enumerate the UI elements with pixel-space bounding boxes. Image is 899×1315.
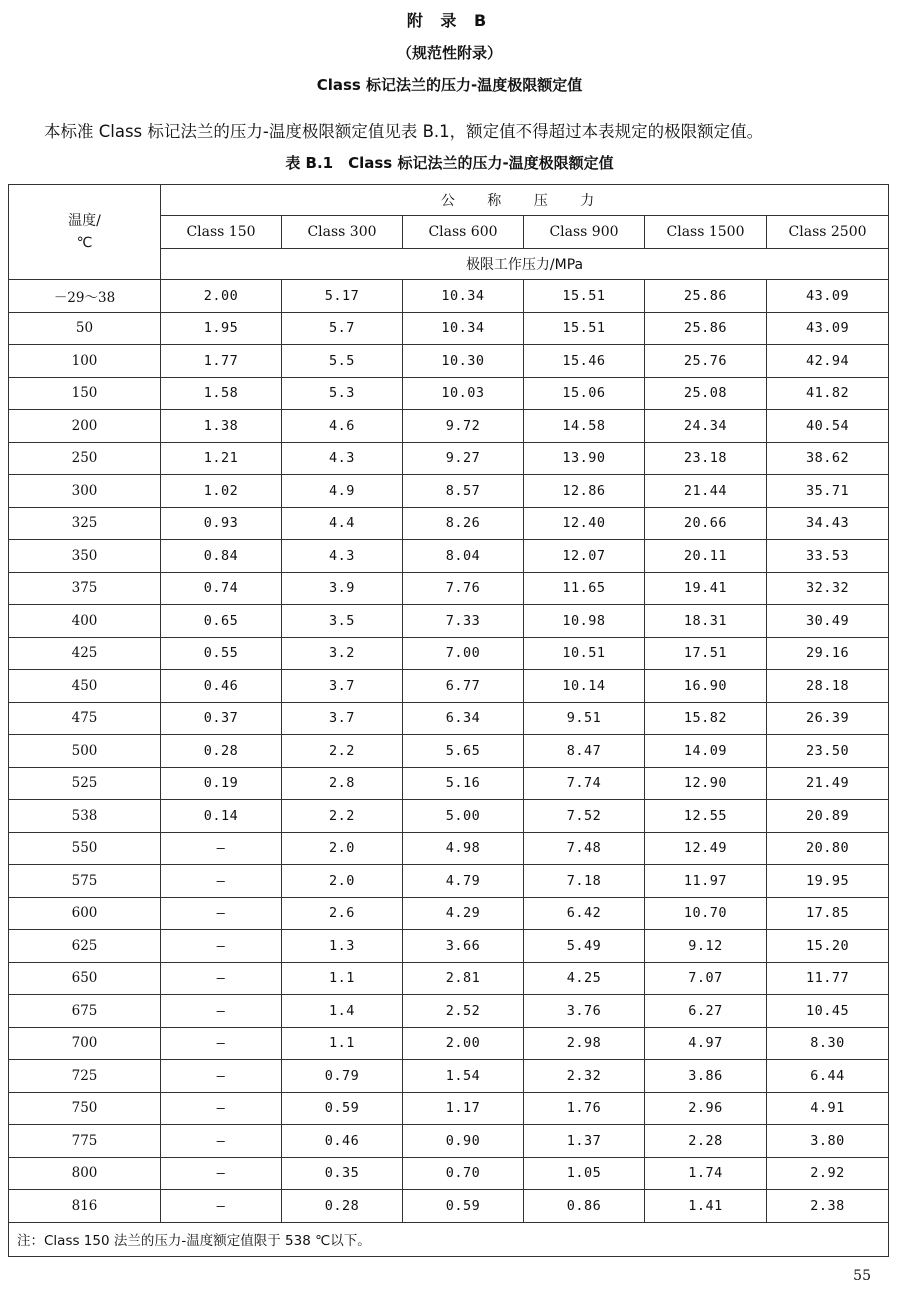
pressure-cell: 28.18 (767, 670, 889, 703)
pressure-cell: 1.58 (161, 377, 282, 410)
pressure-cell: 3.2 (282, 637, 403, 670)
table-row (9, 312, 889, 345)
pressure-cell: 25.08 (645, 377, 767, 410)
pressure-cell: 12.40 (524, 507, 645, 540)
class-header: Class 600 (403, 216, 524, 249)
temperature-cell: 50 (9, 312, 161, 345)
pressure-cell: 2.2 (282, 800, 403, 833)
pressure-cell: 0.84 (161, 540, 282, 573)
table-row (9, 1157, 889, 1190)
pressure-cell: 5.7 (282, 312, 403, 345)
class-header: Class 900 (524, 216, 645, 249)
pressure-cell: 4.3 (282, 442, 403, 475)
table-row (9, 475, 889, 508)
pressure-cell: 5.5 (282, 345, 403, 378)
table-row (9, 832, 889, 865)
pressure-cell: 9.27 (403, 442, 524, 475)
pressure-cell: 4.3 (282, 540, 403, 573)
pressure-cell: 10.51 (524, 637, 645, 670)
pressure-temperature-table (8, 184, 889, 1257)
pressure-cell: 3.66 (403, 930, 524, 963)
pressure-cell: 1.1 (282, 1027, 403, 1060)
pressure-cell: 5.17 (282, 280, 403, 313)
pressure-cell: 12.55 (645, 800, 767, 833)
pressure-cell: 0.46 (161, 670, 282, 703)
temperature-cell: 400 (9, 605, 161, 638)
pressure-cell: — (161, 1125, 282, 1158)
table-row (9, 897, 889, 930)
pressure-cell: 1.76 (524, 1092, 645, 1125)
pressure-cell: 2.81 (403, 962, 524, 995)
table-row (9, 572, 889, 605)
pressure-cell: 0.65 (161, 605, 282, 638)
pressure-cell: 1.4 (282, 995, 403, 1028)
pressure-cell: 1.95 (161, 312, 282, 345)
temperature-cell: 700 (9, 1027, 161, 1060)
pressure-cell: 23.18 (645, 442, 767, 475)
pressure-cell: 9.51 (524, 702, 645, 735)
table-row (9, 1125, 889, 1158)
pressure-cell: 6.44 (767, 1060, 889, 1093)
pressure-cell: 0.46 (282, 1125, 403, 1158)
pressure-cell: 10.98 (524, 605, 645, 638)
pressure-cell: 1.74 (645, 1157, 767, 1190)
pressure-cell: 12.07 (524, 540, 645, 573)
class-header: Class 150 (161, 216, 282, 249)
pressure-cell: 11.97 (645, 865, 767, 898)
pressure-cell: 30.49 (767, 605, 889, 638)
pressure-cell: — (161, 1157, 282, 1190)
intro-paragraph: 本标准 Class 标记法兰的压力-温度极限额定值见表 B.1，额定值不得超过本表规定的极限额定值。 (44, 122, 764, 141)
pressure-cell: 43.09 (767, 312, 889, 345)
temperature-cell: 425 (9, 637, 161, 670)
pressure-cell: — (161, 930, 282, 963)
pressure-cell: 4.98 (403, 832, 524, 865)
temperature-cell: 800 (9, 1157, 161, 1190)
temperature-cell: 600 (9, 897, 161, 930)
temperature-cell: 325 (9, 507, 161, 540)
temperature-header-label: 温度/ ℃ (68, 213, 101, 251)
temperature-cell: 475 (9, 702, 161, 735)
pressure-cell: 4.91 (767, 1092, 889, 1125)
temperature-cell: 750 (9, 1092, 161, 1125)
pressure-cell: 43.09 (767, 280, 889, 313)
pressure-cell: 25.86 (645, 280, 767, 313)
page-number: 55 (853, 1268, 871, 1284)
pressure-cell: 18.31 (645, 605, 767, 638)
table-row (9, 345, 889, 378)
temperature-cell: 300 (9, 475, 161, 508)
pressure-cell: 4.25 (524, 962, 645, 995)
pressure-cell: 6.34 (403, 702, 524, 735)
pressure-cell: 0.79 (282, 1060, 403, 1093)
pressure-cell: 5.00 (403, 800, 524, 833)
pressure-cell: 1.21 (161, 442, 282, 475)
nominal-pressure-header (161, 185, 889, 216)
pressure-cell: 33.53 (767, 540, 889, 573)
table-row (9, 280, 889, 313)
temperature-cell: 350 (9, 540, 161, 573)
pressure-cell: 13.90 (524, 442, 645, 475)
pressure-cell: 6.42 (524, 897, 645, 930)
pressure-cell: 3.76 (524, 995, 645, 1028)
pressure-cell: 7.52 (524, 800, 645, 833)
pressure-cell: 5.3 (282, 377, 403, 410)
pressure-cell: 6.77 (403, 670, 524, 703)
pressure-cell: 12.49 (645, 832, 767, 865)
pressure-cell: 1.3 (282, 930, 403, 963)
temperature-cell: －29～38 (9, 280, 161, 313)
pressure-cell: 10.34 (403, 312, 524, 345)
pressure-cell: 3.86 (645, 1060, 767, 1093)
table-row (9, 637, 889, 670)
pressure-cell: 20.80 (767, 832, 889, 865)
pressure-cell: — (161, 832, 282, 865)
pressure-cell: 8.47 (524, 735, 645, 768)
pressure-cell: 5.65 (403, 735, 524, 768)
pressure-cell: 15.46 (524, 345, 645, 378)
temperature-cell: 538 (9, 800, 161, 833)
temperature-cell: 775 (9, 1125, 161, 1158)
pressure-cell: 16.90 (645, 670, 767, 703)
pressure-cell: 2.32 (524, 1060, 645, 1093)
pressure-cell: 1.38 (161, 410, 282, 443)
pressure-cell: 19.95 (767, 865, 889, 898)
table-row (9, 1060, 889, 1093)
pressure-cell: 20.89 (767, 800, 889, 833)
pressure-cell: 2.96 (645, 1092, 767, 1125)
table-row (9, 767, 889, 800)
temperature-cell: 375 (9, 572, 161, 605)
pressure-cell: 6.27 (645, 995, 767, 1028)
pressure-cell: 21.49 (767, 767, 889, 800)
pressure-cell: 0.28 (282, 1190, 403, 1223)
pressure-cell: 2.92 (767, 1157, 889, 1190)
pressure-cell: 32.32 (767, 572, 889, 605)
pressure-cell: 3.80 (767, 1125, 889, 1158)
temperature-cell: 500 (9, 735, 161, 768)
pressure-cell: 0.93 (161, 507, 282, 540)
table-row (9, 670, 889, 703)
pressure-cell: 2.38 (767, 1190, 889, 1223)
pressure-cell: 4.4 (282, 507, 403, 540)
pressure-cell: 3.9 (282, 572, 403, 605)
pressure-cell: 20.66 (645, 507, 767, 540)
pressure-cell: 12.86 (524, 475, 645, 508)
pressure-cell: 1.77 (161, 345, 282, 378)
pressure-cell: 14.58 (524, 410, 645, 443)
temperature-header (9, 185, 161, 280)
pressure-cell: 4.79 (403, 865, 524, 898)
pressure-cell: 4.6 (282, 410, 403, 443)
temperature-cell: 575 (9, 865, 161, 898)
pressure-cell: 1.41 (645, 1190, 767, 1223)
pressure-cell: 9.12 (645, 930, 767, 963)
pressure-cell: 0.90 (403, 1125, 524, 1158)
pressure-cell: 5.49 (524, 930, 645, 963)
pressure-cell: — (161, 897, 282, 930)
pressure-cell: 7.18 (524, 865, 645, 898)
pressure-cell: 1.17 (403, 1092, 524, 1125)
pressure-cell: 26.39 (767, 702, 889, 735)
pressure-cell: 10.70 (645, 897, 767, 930)
pressure-cell: 0.86 (524, 1190, 645, 1223)
pressure-cell: 0.14 (161, 800, 282, 833)
table-row (9, 702, 889, 735)
pressure-cell: — (161, 962, 282, 995)
table-row (9, 1027, 889, 1060)
pressure-cell: 2.00 (403, 1027, 524, 1060)
pressure-cell: 15.51 (524, 280, 645, 313)
pressure-cell: 15.06 (524, 377, 645, 410)
pressure-cell: 0.59 (403, 1190, 524, 1223)
pressure-cell: 10.45 (767, 995, 889, 1028)
pressure-cell: 9.72 (403, 410, 524, 443)
temperature-cell: 250 (9, 442, 161, 475)
pressure-cell: 23.50 (767, 735, 889, 768)
pressure-cell: 7.07 (645, 962, 767, 995)
pressure-cell: 5.16 (403, 767, 524, 800)
table-row (9, 995, 889, 1028)
pressure-cell: 8.04 (403, 540, 524, 573)
pressure-cell: 7.33 (403, 605, 524, 638)
pressure-cell: 12.90 (645, 767, 767, 800)
temperature-cell: 625 (9, 930, 161, 963)
pressure-cell: 38.62 (767, 442, 889, 475)
pressure-cell: 41.82 (767, 377, 889, 410)
pressure-cell: 20.11 (645, 540, 767, 573)
pressure-cell: 15.82 (645, 702, 767, 735)
pressure-cell: 7.48 (524, 832, 645, 865)
pressure-cell: 2.52 (403, 995, 524, 1028)
pressure-cell: 15.51 (524, 312, 645, 345)
pressure-cell: — (161, 1027, 282, 1060)
table-row (9, 410, 889, 443)
pressure-cell: — (161, 995, 282, 1028)
appendix-subtitle: （规范性附录） (396, 44, 502, 62)
pressure-cell: 8.30 (767, 1027, 889, 1060)
table-row (9, 540, 889, 573)
pressure-cell: 34.43 (767, 507, 889, 540)
pressure-cell: 2.28 (645, 1125, 767, 1158)
unit-header: 极限工作压力/MPa (161, 249, 889, 280)
table-note: 注：Class 150 法兰的压力-温度额定值限于 538 ℃以下。 (9, 1222, 889, 1256)
pressure-cell: 1.1 (282, 962, 403, 995)
temperature-cell: 200 (9, 410, 161, 443)
pressure-cell: 4.97 (645, 1027, 767, 1060)
pressure-cell: 2.2 (282, 735, 403, 768)
table-row (9, 377, 889, 410)
pressure-cell: 1.54 (403, 1060, 524, 1093)
pressure-cell: 10.03 (403, 377, 524, 410)
pressure-cell: 2.98 (524, 1027, 645, 1060)
appendix-name: Class 标记法兰的压力-温度极限额定值 (316, 76, 583, 94)
temperature-cell: 675 (9, 995, 161, 1028)
pressure-cell: 3.7 (282, 670, 403, 703)
table-row (9, 1190, 889, 1223)
pressure-cell: 0.74 (161, 572, 282, 605)
temperature-cell: 816 (9, 1190, 161, 1223)
pressure-cell: 17.85 (767, 897, 889, 930)
pressure-cell: 1.02 (161, 475, 282, 508)
table-row (9, 865, 889, 898)
pressure-cell: 0.59 (282, 1092, 403, 1125)
temperature-cell: 525 (9, 767, 161, 800)
pressure-cell: 3.7 (282, 702, 403, 735)
pressure-cell: 1.05 (524, 1157, 645, 1190)
table-row (9, 507, 889, 540)
pressure-cell: — (161, 1060, 282, 1093)
pressure-cell: 7.76 (403, 572, 524, 605)
pressure-cell: 4.9 (282, 475, 403, 508)
temperature-cell: 725 (9, 1060, 161, 1093)
pressure-cell: 2.8 (282, 767, 403, 800)
pressure-cell: 17.51 (645, 637, 767, 670)
pressure-cell: 0.35 (282, 1157, 403, 1190)
pressure-cell: 19.41 (645, 572, 767, 605)
pressure-cell: 1.37 (524, 1125, 645, 1158)
pressure-cell: 10.34 (403, 280, 524, 313)
table-body (9, 280, 889, 1223)
pressure-cell: — (161, 865, 282, 898)
pressure-cell: 40.54 (767, 410, 889, 443)
pressure-cell: 24.34 (645, 410, 767, 443)
pressure-cell: 15.20 (767, 930, 889, 963)
pressure-cell: 2.00 (161, 280, 282, 313)
pressure-cell: 4.29 (403, 897, 524, 930)
pressure-cell: 3.5 (282, 605, 403, 638)
table-row (9, 800, 889, 833)
class-header: Class 300 (282, 216, 403, 249)
temperature-cell: 100 (9, 345, 161, 378)
pressure-cell: 35.71 (767, 475, 889, 508)
pressure-cell: 29.16 (767, 637, 889, 670)
table-row (9, 962, 889, 995)
pressure-cell: 0.37 (161, 702, 282, 735)
table-row (9, 442, 889, 475)
table-row (9, 735, 889, 768)
pressure-cell: 8.26 (403, 507, 524, 540)
pressure-cell: — (161, 1190, 282, 1223)
pressure-cell: — (161, 1092, 282, 1125)
pressure-cell: 21.44 (645, 475, 767, 508)
temperature-cell: 450 (9, 670, 161, 703)
pressure-cell: 10.30 (403, 345, 524, 378)
pressure-cell: 2.0 (282, 832, 403, 865)
table-caption: 表 B.1 Class 标记法兰的压力-温度极限额定值 (285, 154, 614, 172)
temperature-cell: 150 (9, 377, 161, 410)
temperature-cell: 550 (9, 832, 161, 865)
nominal-pressure-label: 公 称 压 力 (440, 193, 609, 209)
temperature-cell: 650 (9, 962, 161, 995)
pressure-cell: 2.0 (282, 865, 403, 898)
pressure-cell: 14.09 (645, 735, 767, 768)
pressure-cell: 2.6 (282, 897, 403, 930)
pressure-cell: 8.57 (403, 475, 524, 508)
table-row (9, 1092, 889, 1125)
pressure-cell: 7.74 (524, 767, 645, 800)
pressure-cell: 11.77 (767, 962, 889, 995)
pressure-cell: 0.19 (161, 767, 282, 800)
pressure-cell: 25.86 (645, 312, 767, 345)
pressure-cell: 0.70 (403, 1157, 524, 1190)
pressure-cell: 0.28 (161, 735, 282, 768)
pressure-cell: 10.14 (524, 670, 645, 703)
class-header: Class 1500 (645, 216, 767, 249)
pressure-cell: 25.76 (645, 345, 767, 378)
pressure-cell: 0.55 (161, 637, 282, 670)
pressure-cell: 11.65 (524, 572, 645, 605)
pressure-cell: 7.00 (403, 637, 524, 670)
table-row (9, 930, 889, 963)
class-header: Class 2500 (767, 216, 889, 249)
pressure-cell: 42.94 (767, 345, 889, 378)
table-row (9, 605, 889, 638)
appendix-title: 附 录 B (406, 11, 493, 30)
